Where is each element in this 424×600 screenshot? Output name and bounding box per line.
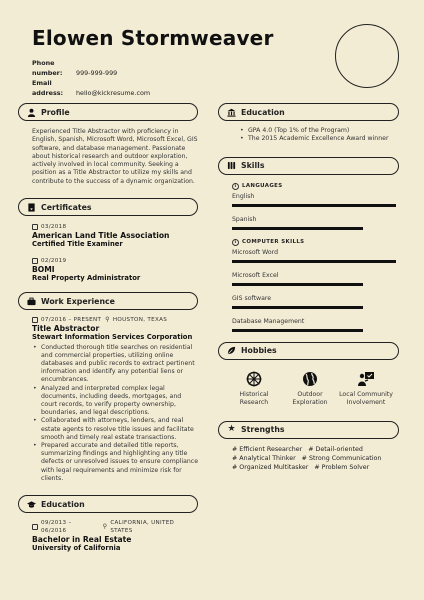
hobbies-list	[226, 370, 399, 407]
hobbies-title: Hobbies	[241, 346, 277, 356]
cert-date: 02/2019	[41, 257, 67, 264]
leaf-icon	[226, 345, 237, 356]
skill-bar	[232, 329, 396, 332]
languages-label: LANGUAGES	[242, 183, 283, 190]
certificates-title: Certificates	[41, 202, 92, 212]
strength-tag: # Organized Multitasker	[232, 463, 309, 471]
strengths-list	[232, 445, 399, 472]
profile-header	[18, 103, 198, 121]
education-title: Education	[41, 499, 85, 509]
bank-icon	[226, 107, 237, 118]
globe-icon	[282, 370, 338, 388]
graduation-cap-icon	[26, 499, 37, 510]
education-date: 09/2013 – 06/2016	[40, 520, 72, 535]
location-pin-icon: ⚲	[105, 316, 110, 324]
experience-location: HOUSTON, TEXAS	[112, 317, 168, 324]
strength-tag: # Analytical Thinker	[232, 454, 296, 462]
certificate-entry	[32, 257, 198, 283]
list-item: • Conducted thorough title searches on residential and commercial properties, utilizing online databases and public records to extract pertinent information and identify any potential liens or encumbrances.	[32, 344, 198, 385]
contact-info	[32, 58, 150, 98]
cert-name: Real Property Administrator	[32, 273, 141, 282]
skill-bar-fill	[232, 283, 363, 286]
hobby-item	[338, 370, 394, 407]
compass-icon	[226, 370, 282, 388]
degree: Bachelor in Real Estate	[32, 535, 132, 545]
experience-date: 07/2016 – PRESENT	[41, 317, 102, 324]
skill-bar-fill	[232, 329, 363, 332]
skill-name: Microsoft Excel	[232, 271, 279, 279]
skill-name: Microsoft Word	[232, 248, 279, 256]
star-icon: ★	[227, 424, 236, 435]
hobby-label: Local Community Involvement	[339, 390, 393, 406]
cert-date: 03/2018	[41, 224, 67, 231]
hobby-label: Outdoor Exploration	[292, 390, 328, 406]
candidate-name: Elowen Stormweaver	[32, 26, 274, 50]
cert-issuer: BOMI	[32, 264, 55, 274]
phone-label: Phone number:	[32, 59, 63, 77]
education-right-title: Education	[241, 107, 285, 117]
strength-tag: # Efficient Researcher	[232, 445, 303, 453]
strength-tag: # Strong Communication	[301, 454, 382, 462]
education-achievements	[240, 127, 399, 144]
phone-value: 999-999-999	[76, 69, 118, 77]
profile-text: Experienced Title Abstractor with proficiency in English, Spanish, Microsoft Word, Microsoft Excel, GIS software, and database management. Passionate about historical research and outdoor exploration, actively involved in local community. Seeking a position as a Title Abstractor to utilize my skills and contribute to the success of a dynamic organization.	[32, 128, 198, 185]
computer-skills-group	[232, 239, 399, 332]
hobby-item	[226, 370, 282, 407]
job-title: Title Abstractor	[32, 324, 100, 334]
education-header	[18, 495, 198, 513]
email-label: Email address:	[32, 79, 64, 97]
calendar-icon	[32, 258, 38, 264]
certificates-header	[18, 198, 198, 216]
certificate-entry	[32, 223, 198, 249]
calendar-icon	[32, 317, 38, 323]
list-item: • Analyzed and interpreted complex legal documents, including deeds, mortgages, and court records, to verify property ownership, boundaries, and legal descriptions.	[32, 385, 198, 418]
certificate-icon	[26, 202, 37, 213]
skill-bar-fill	[232, 227, 363, 230]
cert-issuer: American Land Title Association	[32, 231, 170, 241]
skill-bar	[232, 204, 396, 207]
skill-bar-fill	[232, 204, 396, 207]
hobby-label: Historical Research	[239, 390, 269, 406]
skill-bar	[232, 306, 396, 309]
left-column	[18, 103, 198, 553]
email-value: hello@kickresume.com	[76, 89, 151, 97]
education-right-header	[218, 103, 399, 121]
skill-bar-fill	[232, 260, 396, 263]
person-icon	[26, 107, 37, 118]
hobby-item	[282, 370, 338, 407]
info-icon: i	[232, 239, 239, 246]
strengths-title: Strengths	[241, 425, 285, 435]
skill-name: Database Management	[232, 317, 305, 325]
skill-name: Spanish	[232, 215, 257, 223]
profile-title: Profile	[41, 107, 70, 117]
list-item: • Collaborated with attorneys, lenders, and real estate agents to resolve title issues and facilitate smooth and timely real estate transactions.	[32, 417, 198, 442]
list-item: • GPA 4.0 (Top 1% of the Program)	[240, 127, 399, 135]
experience-bullets	[32, 344, 198, 483]
school: University of California	[32, 544, 121, 553]
flask-icon	[226, 160, 237, 171]
skills-title: Skills	[241, 161, 265, 171]
strength-tag: # Problem Solver	[314, 463, 370, 471]
cert-name: Certified Title Examiner	[32, 240, 123, 249]
calendar-icon	[32, 224, 38, 230]
skill-bar	[232, 260, 396, 263]
hobbies-header	[218, 342, 399, 360]
list-item: • Prepared accurate and detailed title reports, summarizing findings and highlighting any title defects or unresolved issues to ensure compliance with legal requirements and minimize risk for clients.	[32, 442, 198, 483]
experience-header	[18, 292, 198, 310]
experience-entry	[32, 316, 198, 483]
strengths-header	[218, 421, 399, 439]
skill-bar	[232, 283, 396, 286]
skill-bar	[232, 227, 396, 230]
experience-title: Work Experience	[41, 296, 115, 306]
right-column	[218, 103, 399, 472]
education-location: CALIFORNIA, UNITED STATES	[110, 520, 175, 535]
languages-group	[232, 183, 399, 230]
strength-tag: # Detail-oriented	[308, 445, 363, 453]
profile-photo-placeholder	[335, 24, 399, 88]
company-name: Stewart Information Services Corporation	[32, 333, 193, 342]
skill-name: GIS software	[232, 294, 272, 302]
location-pin-icon: ⚲	[102, 523, 108, 531]
briefcase-icon	[26, 296, 37, 307]
list-item: • The 2015 Academic Excellence Award winner	[240, 135, 399, 143]
info-icon: i	[232, 183, 239, 190]
computer-skills-label: COMPUTER SKILLS	[242, 239, 305, 246]
calendar-icon	[32, 524, 38, 530]
skill-name: English	[232, 192, 255, 200]
education-entry	[32, 519, 198, 553]
community-icon	[338, 370, 394, 388]
skills-header	[218, 157, 399, 175]
skill-bar-fill	[232, 306, 363, 309]
